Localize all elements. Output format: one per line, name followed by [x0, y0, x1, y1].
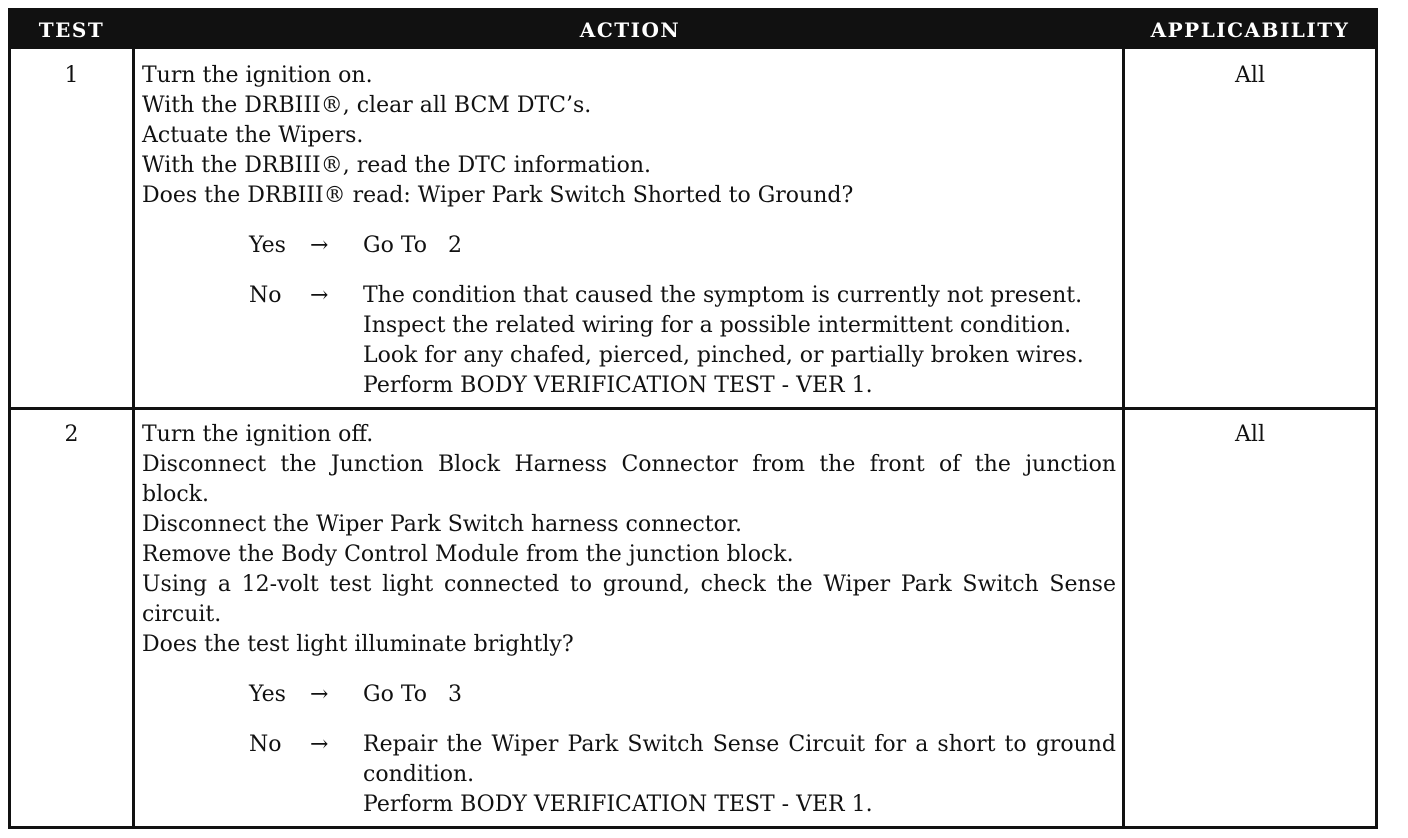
arrow-right-icon: → — [310, 732, 329, 757]
yes-branch — [142, 680, 1116, 710]
test-number: 1 — [64, 63, 79, 88]
action-cell — [142, 61, 1116, 401]
arrow-right-icon: → — [310, 233, 329, 258]
no-branch — [142, 281, 1116, 401]
yes-result: Go To 2 — [363, 233, 462, 258]
header-action: ACTION — [579, 18, 681, 42]
no-label: No — [249, 732, 282, 757]
action-step: Turn the ignition off. — [142, 422, 374, 447]
no-result-line: condition. — [363, 762, 475, 787]
arrow-right-icon: → — [310, 682, 329, 707]
action-step: Using a 12-volt test light connected to ground, check the Wiper Park Switch Sense — [142, 572, 1116, 597]
no-result-line: Perform BODY VERIFICATION TEST - VER 1. — [363, 792, 873, 817]
no-result-line: Repair the Wiper Park Switch Sense Circuit for a short to ground — [363, 732, 1116, 757]
action-cell — [142, 420, 1116, 820]
no-result-line: Inspect the related wiring for a possible intermittent condition. — [363, 313, 1072, 338]
applicability-value: All — [1235, 422, 1265, 447]
action-step: With the DRBIII®, clear all BCM DTC’s. — [142, 93, 592, 118]
applicability-value: All — [1235, 63, 1265, 88]
no-result-line: Perform BODY VERIFICATION TEST - VER 1. — [363, 373, 873, 398]
action-step: With the DRBIII®, read the DTC information. — [142, 153, 651, 178]
table-row — [11, 49, 1375, 407]
test-number: 2 — [64, 422, 79, 447]
yes-label: Yes — [249, 682, 286, 707]
yes-branch — [142, 231, 1116, 261]
action-step: Remove the Body Control Module from the junction block. — [142, 542, 794, 567]
action-step: Actuate the Wipers. — [142, 123, 364, 148]
no-result-line: The condition that caused the symptom is currently not present. — [363, 283, 1083, 308]
diagnostic-table — [8, 8, 1378, 829]
action-step: Disconnect the Wiper Park Switch harness connector. — [142, 512, 742, 537]
header-applicability: APPLICABILITY — [1150, 18, 1350, 42]
no-label: No — [249, 283, 282, 308]
action-step: circuit. — [142, 602, 222, 627]
no-result-line: Look for any chafed, pierced, pinched, or partially broken wires. — [363, 343, 1084, 368]
table-row — [11, 410, 1375, 826]
header-test: TEST — [38, 18, 105, 42]
yes-label: Yes — [249, 233, 286, 258]
action-step: Turn the ignition on. — [142, 63, 373, 88]
no-branch — [142, 730, 1116, 820]
action-step: Does the DRBIII® read: Wiper Park Switch Shorted to Ground? — [142, 183, 854, 208]
arrow-right-icon: → — [310, 283, 329, 308]
action-step: Does the test light illuminate brightly? — [142, 632, 574, 657]
action-step: block. — [142, 482, 210, 507]
action-step: Disconnect the Junction Block Harness Connector from the front of the junction — [142, 452, 1116, 477]
yes-result: Go To 3 — [363, 682, 462, 707]
table-header — [11, 11, 1375, 49]
